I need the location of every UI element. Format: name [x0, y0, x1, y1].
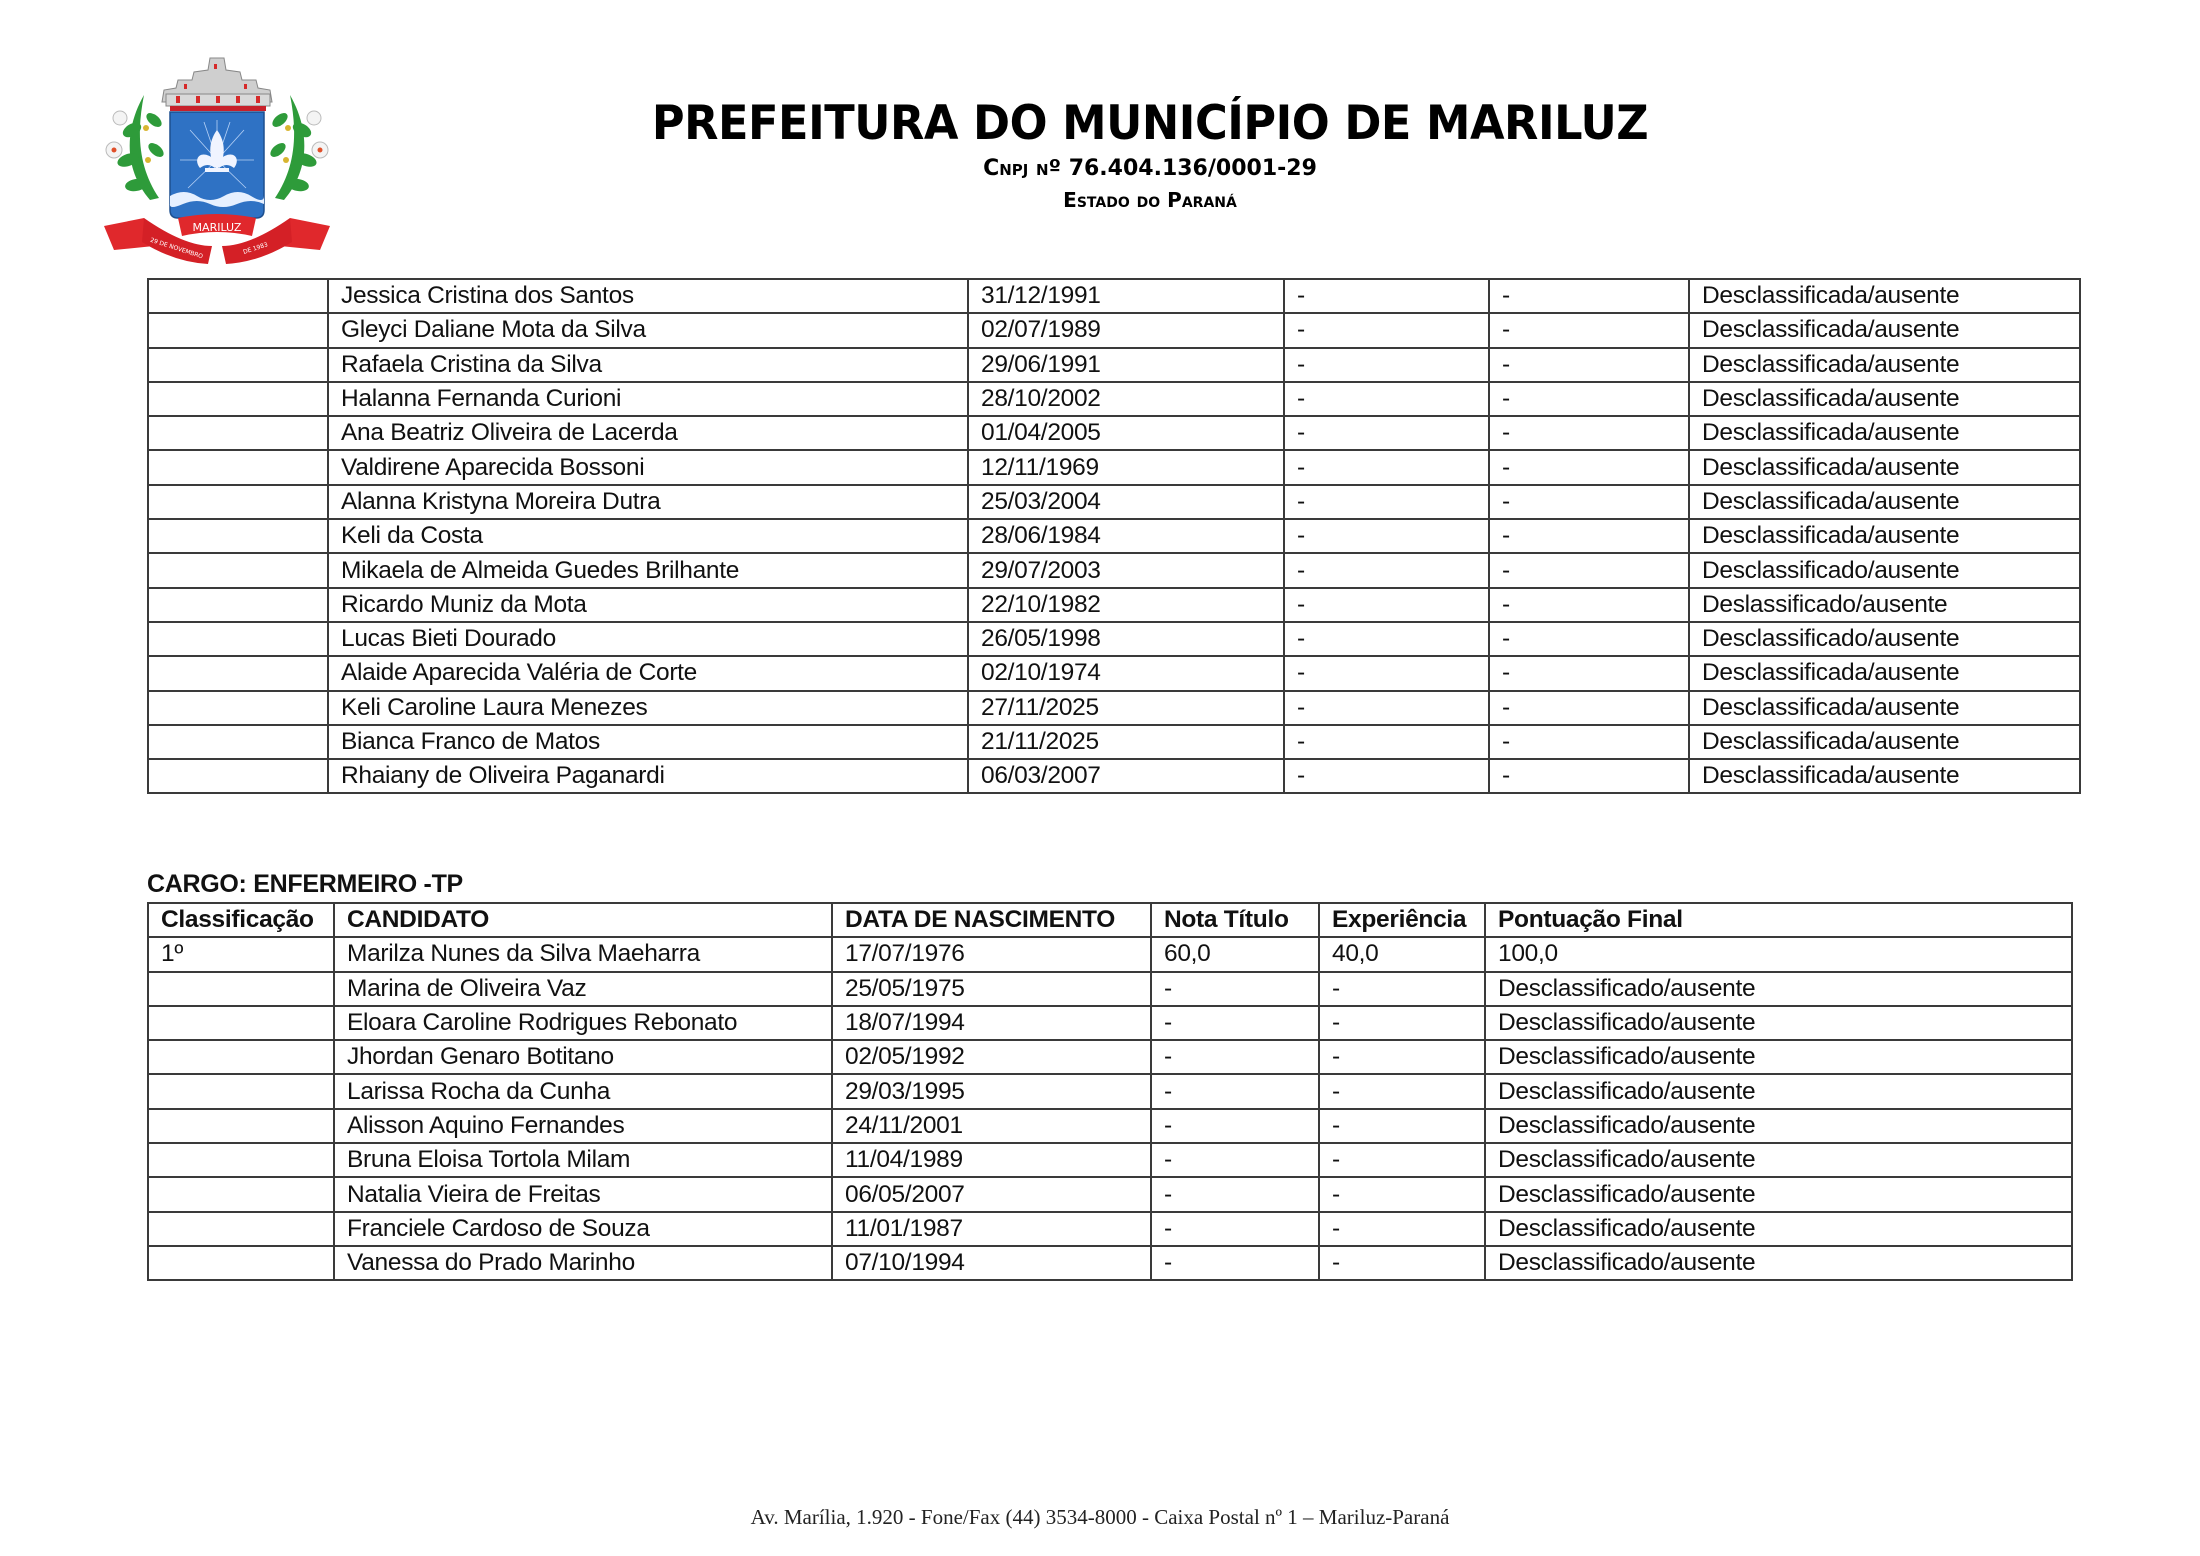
cell-pontuacao-final: Desclassificado/ausente [1485, 1212, 2072, 1246]
cell-experiencia: - [1489, 725, 1689, 759]
cell-experiencia: - [1319, 1109, 1485, 1143]
results-table-continued-body [148, 279, 2080, 793]
cell-experiencia: - [1489, 450, 1689, 484]
cell-experiencia: - [1489, 416, 1689, 450]
cell-experiencia: - [1489, 553, 1689, 587]
cell-data-nascimento: 02/07/1989 [968, 313, 1284, 347]
cell-candidato: Franciele Cardoso de Souza [334, 1212, 832, 1246]
cell-classificacao [148, 1074, 334, 1108]
ribbon-banner-icon [104, 214, 330, 264]
cell-classificacao [148, 656, 328, 690]
cell-candidato: Ricardo Muniz da Mota [328, 588, 968, 622]
cell-nota-titulo: - [1151, 1143, 1319, 1177]
cell-classificacao [148, 313, 328, 347]
cell-pontuacao-final: Desclassificada/ausente [1689, 759, 2080, 793]
cell-data-nascimento: 18/07/1994 [832, 1006, 1151, 1040]
cell-pontuacao-final: Desclassificada/ausente [1689, 382, 2080, 416]
cell-candidato: Alisson Aquino Fernandes [334, 1109, 832, 1143]
cell-experiencia: - [1319, 1040, 1485, 1074]
cell-classificacao [148, 1109, 334, 1143]
table-row [148, 279, 2080, 313]
cell-data-nascimento: 06/05/2007 [832, 1177, 1151, 1211]
cell-nota-titulo: - [1151, 1040, 1319, 1074]
cell-nota-titulo: - [1284, 313, 1489, 347]
cell-experiencia: - [1489, 485, 1689, 519]
cell-nota-titulo: - [1284, 382, 1489, 416]
cell-experiencia: - [1319, 1006, 1485, 1040]
cell-classificacao [148, 972, 334, 1006]
table-row [148, 1040, 2072, 1074]
cell-classificacao [148, 416, 328, 450]
cell-candidato: Lucas Bieti Dourado [328, 622, 968, 656]
cell-candidato: Alanna Kristyna Moreira Dutra [328, 485, 968, 519]
cell-pontuacao-final: Desclassificado/ausente [1485, 972, 2072, 1006]
cell-nota-titulo: - [1284, 416, 1489, 450]
cell-experiencia: - [1489, 622, 1689, 656]
cell-pontuacao-final: Deslassificado/ausente [1689, 588, 2080, 622]
header-nascimento: DATA DE NASCIMENTO [832, 903, 1151, 937]
cell-classificacao [148, 588, 328, 622]
cell-experiencia: - [1319, 972, 1485, 1006]
header-pontuacao-final: Pontuação Final [1485, 903, 2072, 937]
cell-candidato: Bianca Franco de Matos [328, 725, 968, 759]
cell-classificacao [148, 348, 328, 382]
cell-classificacao: 1º [148, 937, 334, 971]
cell-classificacao [148, 1177, 334, 1211]
cell-experiencia: - [1319, 1177, 1485, 1211]
cell-pontuacao-final: Desclassificada/ausente [1689, 450, 2080, 484]
cell-classificacao [148, 1246, 334, 1280]
cell-data-nascimento: 25/05/1975 [832, 972, 1151, 1006]
cell-data-nascimento: 28/10/2002 [968, 382, 1284, 416]
cell-experiencia: - [1489, 313, 1689, 347]
cell-candidato: Larissa Rocha da Cunha [334, 1074, 832, 1108]
cell-nota-titulo: - [1284, 348, 1489, 382]
cell-data-nascimento: 26/05/1998 [968, 622, 1284, 656]
cell-data-nascimento: 02/10/1974 [968, 656, 1284, 690]
cell-pontuacao-final: Desclassificado/ausente [1485, 1109, 2072, 1143]
cell-data-nascimento: 11/01/1987 [832, 1212, 1151, 1246]
table-row [148, 656, 2080, 690]
cell-nota-titulo: - [1151, 1109, 1319, 1143]
cell-candidato: Vanessa do Prado Marinho [334, 1246, 832, 1280]
cell-pontuacao-final: Desclassificado/ausente [1689, 553, 2080, 587]
cell-nota-titulo: - [1151, 972, 1319, 1006]
cell-classificacao [148, 1143, 334, 1177]
cell-nota-titulo: 60,0 [1151, 937, 1319, 971]
cnpj-line [600, 156, 1700, 181]
cell-pontuacao-final: Desclassificado/ausente [1485, 1246, 2072, 1280]
cell-pontuacao-final: Desclassificado/ausente [1485, 1143, 2072, 1177]
cell-nota-titulo: - [1151, 1212, 1319, 1246]
cell-pontuacao-final: Desclassificada/ausente [1689, 519, 2080, 553]
table-row [148, 725, 2080, 759]
cell-classificacao [148, 382, 328, 416]
cell-pontuacao-final: Desclassificada/ausente [1689, 279, 2080, 313]
table-row [148, 937, 2072, 971]
cell-nota-titulo: - [1284, 279, 1489, 313]
cell-nota-titulo: - [1151, 1246, 1319, 1280]
logo-banner-text: MARILUZ [192, 221, 242, 234]
header-classificacao: Classificação [148, 903, 334, 937]
cell-candidato: Gleyci Daliane Mota da Silva [328, 313, 968, 347]
cell-classificacao [148, 691, 328, 725]
cell-experiencia: - [1489, 691, 1689, 725]
logo-ribbon-right-text: DE 1983 [242, 241, 269, 256]
cell-experiencia: - [1489, 759, 1689, 793]
cell-candidato: Rhaiany de Oliveira Paganardi [328, 759, 968, 793]
cell-experiencia: - [1319, 1074, 1485, 1108]
cell-experiencia: - [1489, 656, 1689, 690]
cell-candidato: Jessica Cristina dos Santos [328, 279, 968, 313]
cell-pontuacao-final: Desclassificada/ausente [1689, 313, 2080, 347]
cell-pontuacao-final: Desclassificada/ausente [1689, 725, 2080, 759]
cell-data-nascimento: 17/07/1976 [832, 937, 1151, 971]
cell-classificacao [148, 1040, 334, 1074]
table-row [148, 622, 2080, 656]
cell-data-nascimento: 02/05/1992 [832, 1040, 1151, 1074]
cell-experiencia: - [1489, 279, 1689, 313]
table-row [148, 485, 2080, 519]
cell-experiencia: - [1489, 382, 1689, 416]
header-candidato: CANDIDATO [334, 903, 832, 937]
cell-nota-titulo: - [1284, 519, 1489, 553]
cell-candidato: Mikaela de Almeida Guedes Brilhante [328, 553, 968, 587]
table-row [148, 588, 2080, 622]
cell-candidato: Eloara Caroline Rodrigues Rebonato [334, 1006, 832, 1040]
cell-classificacao [148, 1006, 334, 1040]
cell-candidato: Keli Caroline Laura Menezes [328, 691, 968, 725]
table-row [148, 519, 2080, 553]
cell-experiencia: - [1319, 1212, 1485, 1246]
cell-pontuacao-final: Desclassificada/ausente [1689, 348, 2080, 382]
cell-nota-titulo: - [1284, 656, 1489, 690]
cell-experiencia: - [1319, 1246, 1485, 1280]
table-row [148, 553, 2080, 587]
cell-nota-titulo: - [1284, 691, 1489, 725]
cell-nota-titulo: - [1284, 450, 1489, 484]
table-row [148, 450, 2080, 484]
cell-classificacao [148, 485, 328, 519]
cell-data-nascimento: 21/11/2025 [968, 725, 1284, 759]
cell-pontuacao-final: Desclassificada/ausente [1689, 656, 2080, 690]
cell-pontuacao-final: 100,0 [1485, 937, 2072, 971]
cell-pontuacao-final: Desclassificado/ausente [1689, 622, 2080, 656]
cell-pontuacao-final: Desclassificado/ausente [1485, 1006, 2072, 1040]
cell-candidato: Ana Beatriz Oliveira de Lacerda [328, 416, 968, 450]
cell-data-nascimento: 31/12/1991 [968, 279, 1284, 313]
cell-data-nascimento: 01/04/2005 [968, 416, 1284, 450]
table-row [148, 1177, 2072, 1211]
cell-classificacao [148, 450, 328, 484]
cnpj-value: 76.404.136/0001-29 [1068, 156, 1317, 181]
cell-data-nascimento: 27/11/2025 [968, 691, 1284, 725]
cell-experiencia: - [1489, 348, 1689, 382]
header-experiencia: Experiência [1319, 903, 1485, 937]
results-table-continued [147, 278, 2081, 794]
table-row [148, 1074, 2072, 1108]
table-row [148, 348, 2080, 382]
table-row [148, 416, 2080, 450]
cell-experiencia: - [1489, 588, 1689, 622]
cell-classificacao [148, 759, 328, 793]
cell-pontuacao-final: Desclassificado/ausente [1485, 1040, 2072, 1074]
table-row [148, 1143, 2072, 1177]
cell-data-nascimento: 07/10/1994 [832, 1246, 1151, 1280]
cell-classificacao [148, 519, 328, 553]
table-row [148, 1006, 2072, 1040]
mural-crown-icon [162, 58, 272, 111]
cell-data-nascimento: 24/11/2001 [832, 1109, 1151, 1143]
cell-nota-titulo: - [1284, 485, 1489, 519]
cell-data-nascimento: 06/03/2007 [968, 759, 1284, 793]
cell-pontuacao-final: Desclassificada/ausente [1689, 416, 2080, 450]
cell-nota-titulo: - [1284, 588, 1489, 622]
cell-pontuacao-final: Desclassificado/ausente [1485, 1074, 2072, 1108]
cell-nota-titulo: - [1284, 725, 1489, 759]
cell-candidato: Marina de Oliveira Vaz [334, 972, 832, 1006]
cell-candidato: Rafaela Cristina da Silva [328, 348, 968, 382]
cell-pontuacao-final: Desclassificada/ausente [1689, 691, 2080, 725]
table-row [148, 1212, 2072, 1246]
cell-data-nascimento: 29/03/1995 [832, 1074, 1151, 1108]
cell-candidato: Natalia Vieira de Freitas [334, 1177, 832, 1211]
cell-data-nascimento: 28/06/1984 [968, 519, 1284, 553]
cnpj-label: Cnpj nº [983, 156, 1062, 181]
cell-nota-titulo: - [1151, 1006, 1319, 1040]
cell-classificacao [148, 1212, 334, 1246]
cell-nota-titulo: - [1284, 759, 1489, 793]
state-subtitle: Estado do Paraná [1063, 188, 1237, 212]
cell-classificacao [148, 622, 328, 656]
cell-candidato: Alaide Aparecida Valéria de Corte [328, 656, 968, 690]
cell-data-nascimento: 22/10/1982 [968, 588, 1284, 622]
table-row [148, 691, 2080, 725]
footer-address: Av. Marília, 1.920 - Fone/Fax (44) 3534-8000 - Caixa Postal nº 1 – Mariluz-Paraná [750, 1505, 1450, 1529]
cell-pontuacao-final: Desclassificado/ausente [1485, 1177, 2072, 1211]
cell-candidato: Halanna Fernanda Curioni [328, 382, 968, 416]
header-nota-titulo: Nota Título [1151, 903, 1319, 937]
table-header-row [148, 903, 2072, 937]
table-row [148, 382, 2080, 416]
municipal-coat-of-arms-icon [84, 50, 349, 268]
enfermeiro-results-table [147, 902, 2073, 1281]
table-row [148, 1246, 2072, 1280]
page-title: PREFEITURA DO MUNICÍPIO DE MARILUZ [651, 96, 1649, 151]
cell-candidato: Marilza Nunes da Silva Maeharra [334, 937, 832, 971]
cell-candidato: Jhordan Genaro Botitano [334, 1040, 832, 1074]
shield-icon [170, 112, 264, 226]
cell-experiencia: - [1319, 1143, 1485, 1177]
logo-ribbon-left-text: 29 DE NOVEMBRO [149, 236, 204, 261]
cell-experiencia: 40,0 [1319, 937, 1485, 971]
cell-data-nascimento: 11/04/1989 [832, 1143, 1151, 1177]
cell-data-nascimento: 29/06/1991 [968, 348, 1284, 382]
cell-classificacao [148, 279, 328, 313]
table-row [148, 972, 2072, 1006]
cell-nota-titulo: - [1151, 1177, 1319, 1211]
cell-candidato: Bruna Eloisa Tortola Milam [334, 1143, 832, 1177]
cell-classificacao [148, 553, 328, 587]
cell-data-nascimento: 12/11/1969 [968, 450, 1284, 484]
cell-experiencia: - [1489, 519, 1689, 553]
cell-pontuacao-final: Desclassificada/ausente [1689, 485, 2080, 519]
cell-nota-titulo: - [1284, 622, 1489, 656]
cell-nota-titulo: - [1284, 553, 1489, 587]
cell-data-nascimento: 25/03/2004 [968, 485, 1284, 519]
table-row [148, 759, 2080, 793]
enfermeiro-results-table-body [148, 937, 2072, 1280]
cell-candidato: Keli da Costa [328, 519, 968, 553]
cell-data-nascimento: 29/07/2003 [968, 553, 1284, 587]
table-row [148, 313, 2080, 347]
cell-nota-titulo: - [1151, 1074, 1319, 1108]
table-row [148, 1109, 2072, 1143]
cargo-title: CARGO: ENFERMEIRO -TP [147, 870, 463, 898]
cell-classificacao [148, 725, 328, 759]
cell-candidato: Valdirene Aparecida Bossoni [328, 450, 968, 484]
